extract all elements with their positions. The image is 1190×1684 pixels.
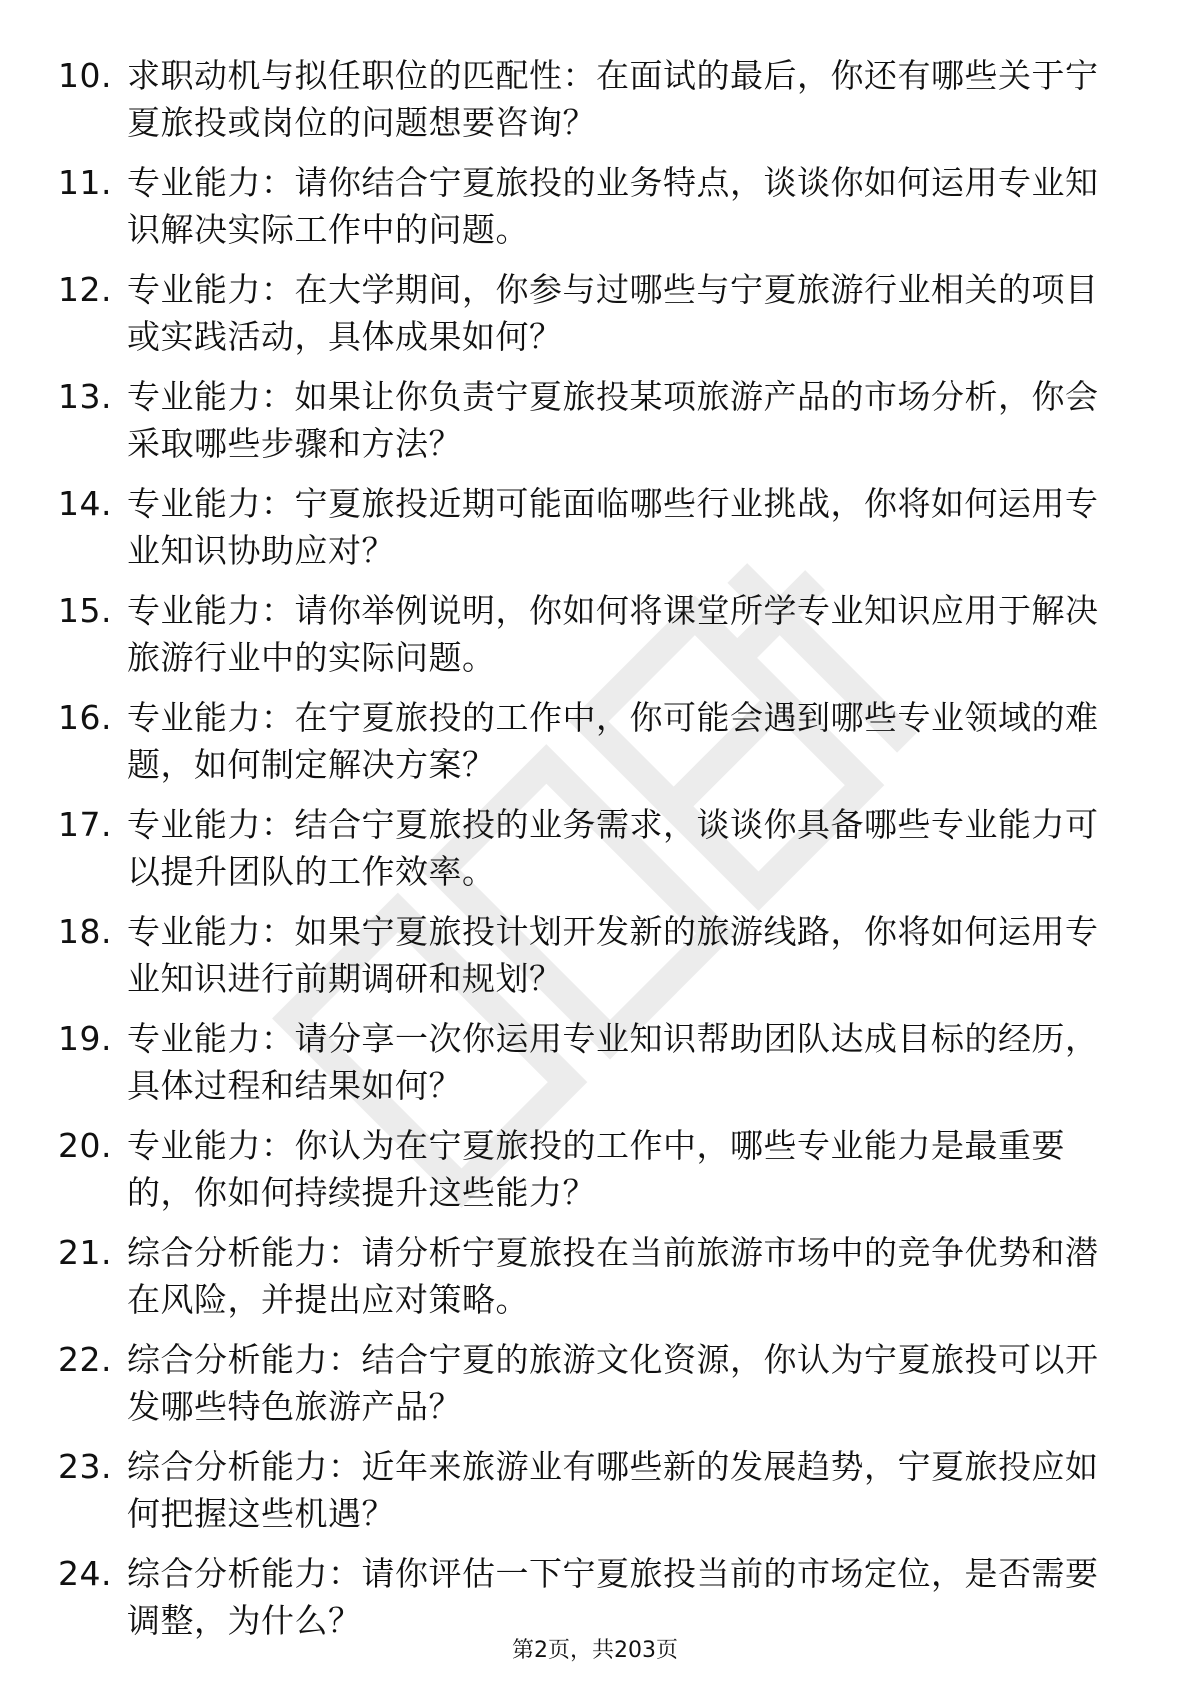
question-item (58, 480, 1118, 574)
question-text: 专业能力：如果让你负责宁夏旅投某项旅游产品的市场分析，你会采取哪些步骤和方法？ (127, 377, 1099, 463)
question-item (58, 801, 1118, 895)
question-number: 15. (58, 591, 112, 630)
question-item (58, 1122, 1118, 1216)
question-number: 11. (58, 163, 112, 202)
question-number: 18. (58, 912, 112, 951)
question-text: 专业能力：在宁夏旅投的工作中，你可能会遇到哪些专业领域的难题，如何制定解决方案？ (127, 698, 1099, 784)
question-text: 专业能力：请你结合宁夏旅投的业务特点，谈谈你如何运用专业知识解决实际工作中的问题。 (127, 163, 1099, 249)
question-item (58, 1015, 1118, 1109)
question-list (58, 52, 1118, 1657)
question-number: 10. (58, 56, 112, 95)
question-text: 专业能力：请分享一次你运用专业知识帮助团队达成目标的经历，具体过程和结果如何？ (127, 1019, 1099, 1105)
question-number: 24. (58, 1554, 112, 1593)
question-text: 专业能力：请你举例说明，你如何将课堂所学专业知识应用于解决旅游行业中的实际问题。 (127, 591, 1099, 677)
question-item (58, 266, 1118, 360)
question-text: 专业能力：你认为在宁夏旅投的工作中，哪些专业能力是最重要的，你如何持续提升这些能力？ (127, 1126, 1065, 1212)
question-item (58, 159, 1118, 253)
question-text: 求职动机与拟任职位的匹配性：在面试的最后，你还有哪些关于宁夏旅投或岗位的问题想要咨询？ (127, 56, 1099, 142)
question-number: 19. (58, 1019, 112, 1058)
question-item (58, 694, 1118, 788)
question-item (58, 908, 1118, 1002)
question-number: 23. (58, 1447, 112, 1486)
question-text: 综合分析能力：请分析宁夏旅投在当前旅游市场中的竞争优势和潜在风险，并提出应对策略。 (127, 1233, 1099, 1319)
question-number: 21. (58, 1233, 112, 1272)
question-number: 12. (58, 270, 112, 309)
question-item (58, 52, 1118, 146)
question-text: 综合分析能力：请你评估一下宁夏旅投当前的市场定位，是否需要调整，为什么？ (127, 1554, 1099, 1640)
question-item (58, 587, 1118, 681)
question-item (58, 373, 1118, 467)
question-text: 专业能力：在大学期间，你参与过哪些与宁夏旅游行业相关的项目或实践活动，具体成果如何？ (127, 270, 1099, 356)
question-text: 综合分析能力：结合宁夏的旅游文化资源，你认为宁夏旅投可以开发哪些特色旅游产品？ (127, 1340, 1099, 1426)
question-item (58, 1443, 1118, 1537)
question-item (58, 1550, 1118, 1644)
question-number: 20. (58, 1126, 112, 1165)
question-number: 13. (58, 377, 112, 416)
question-text: 专业能力：宁夏旅投近期可能面临哪些行业挑战，你将如何运用专业知识协助应对？ (127, 484, 1099, 570)
question-item (58, 1336, 1118, 1430)
question-number: 17. (58, 805, 112, 844)
question-item (58, 1229, 1118, 1323)
question-number: 22. (58, 1340, 112, 1379)
page-footer: 第2页，共203页 (512, 1638, 678, 1663)
question-number: 14. (58, 484, 112, 523)
question-text: 专业能力：结合宁夏旅投的业务需求，谈谈你具备哪些专业能力可以提升团队的工作效率。 (127, 805, 1099, 891)
question-number: 16. (58, 698, 112, 737)
question-text: 专业能力：如果宁夏旅投计划开发新的旅游线路，你将如何运用专业知识进行前期调研和规划？ (127, 912, 1099, 998)
question-text: 综合分析能力：近年来旅游业有哪些新的发展趋势，宁夏旅投应如何把握这些机遇？ (127, 1447, 1099, 1533)
